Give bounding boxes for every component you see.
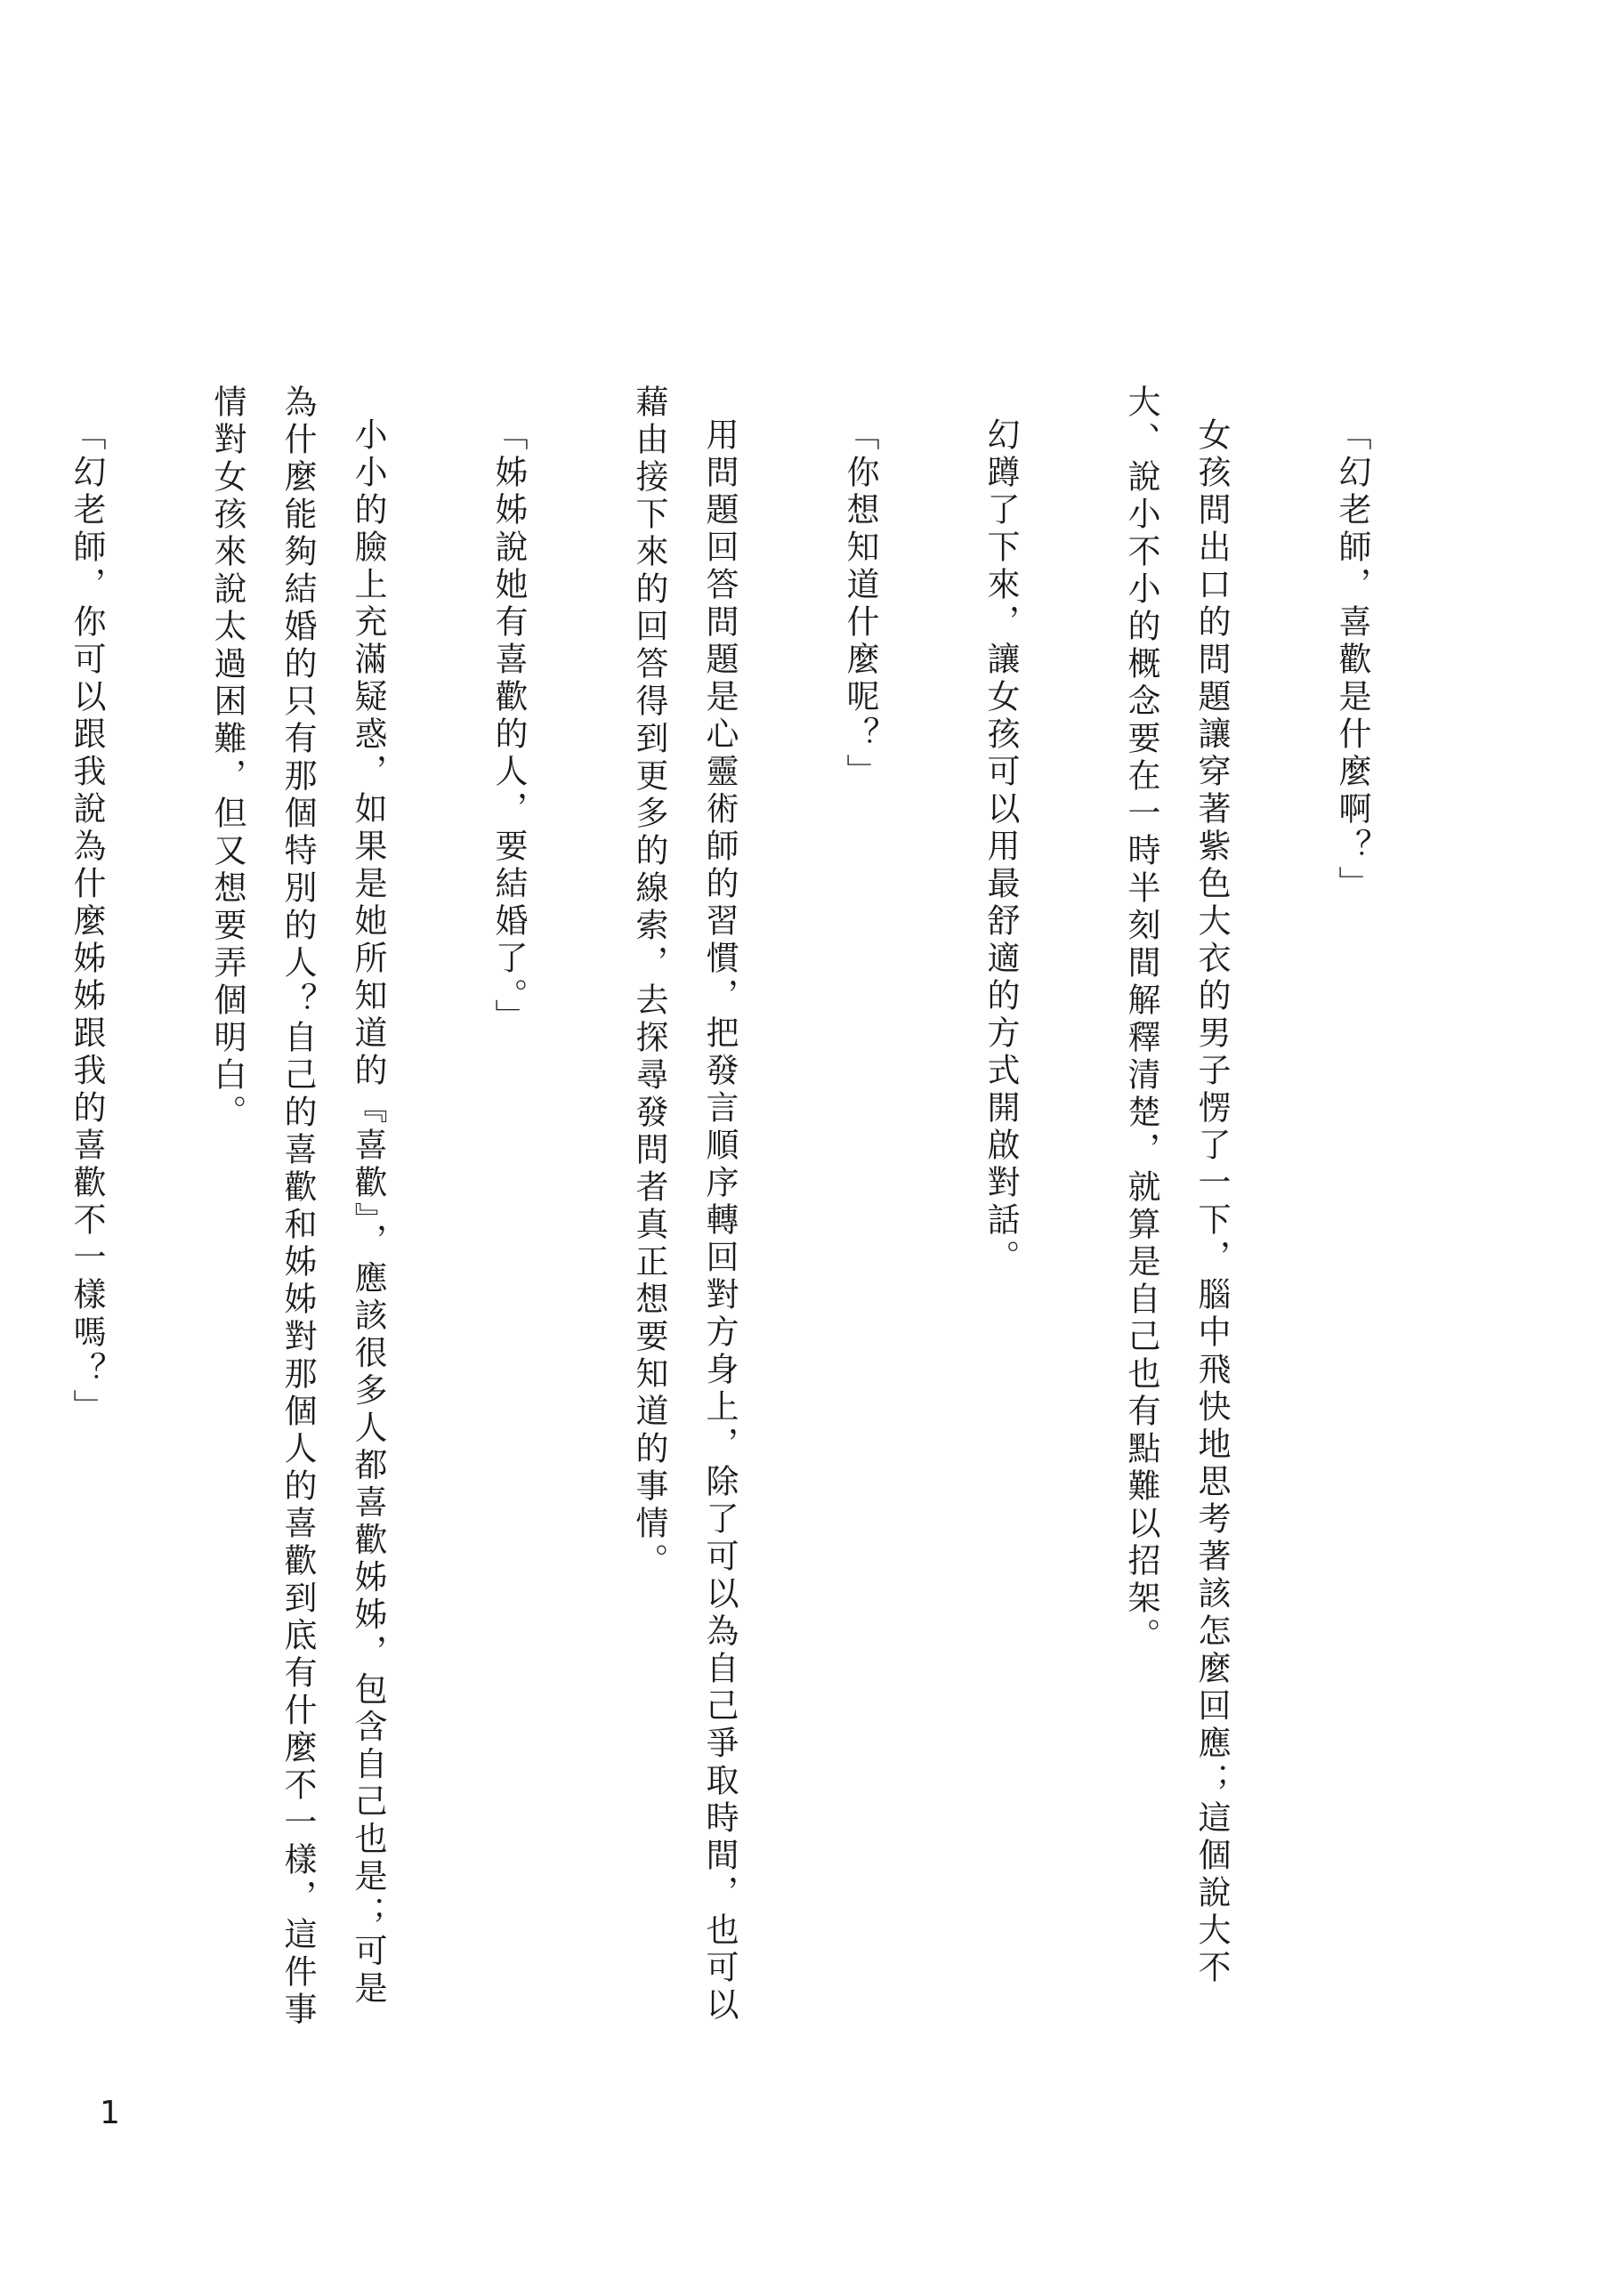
vertical-text-body [52,384,1387,2031]
paragraph-gap [122,384,192,2031]
paragraph-gap [895,384,966,2031]
paragraph-gap [403,384,473,2031]
paragraph-7: 小小的臉上充滿疑惑，如果是她所知道的『喜歡』，應該很多人都喜歡姊姊，包含自己也是；可是為什麼能夠結婚的只有那個特別的人？自己的喜歡和姊姊對那個人的喜歡到底有什麼不一樣，這件事情對女孩來說太過困難，但又想要弄個明白。 [208,384,387,2029]
paragraph-gap [544,384,614,2031]
paragraph-gap [755,384,825,2031]
paragraph-4: 「你想知道什麼呢？」 [841,417,879,791]
paragraph-6: 「姊姊說她有喜歡的人，要結婚了。」 [489,417,528,1037]
paragraph-8: 「幻老師，你可以跟我說為什麼姊姊跟我的喜歡不一樣嗎？」 [68,417,106,1426]
paragraph-gap [1247,384,1317,2031]
paragraph-1: 「幻老師，喜歡是什麼啊？」 [1333,417,1371,903]
paragraph-3: 幻蹲了下來，讓女孩可以用最舒適的方式開啟對話。 [982,417,1020,1277]
paragraph-gap [1036,384,1106,2031]
page-number: 1 [100,2095,120,2131]
paragraph-5: 用問題回答問題是心靈術師的習慣，把發言順序轉回對方身上，除了可以為自己爭取時間，也可以藉由接下來的回答得到更多的線索，去探尋發問者真正想要知道的事情。 [630,384,739,2025]
paragraph-2: 女孩問出口的問題讓穿著紫色大衣的男子愣了一下，腦中飛快地思考著該怎麼回應；這個說大不大、說小不小的概念要在一時半刻間解釋清楚，就算是自己也有點難以招架。 [1122,384,1231,1987]
